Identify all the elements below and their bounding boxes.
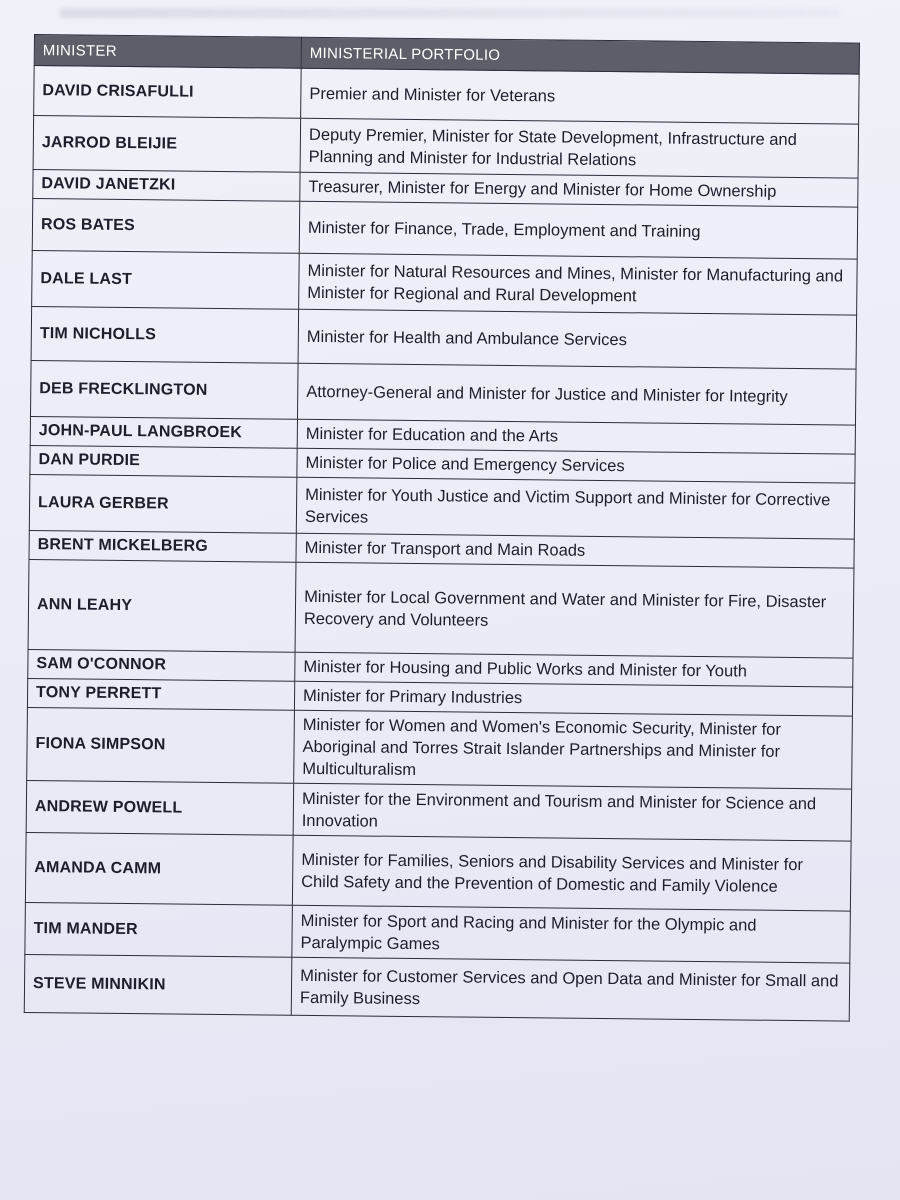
table-row	[33, 116, 859, 179]
table-row	[30, 360, 856, 425]
ministerial-portfolio: Minister for Youth Justice and Victim Support and Minister for Corrective Services	[296, 477, 855, 539]
header-portfolio: MINISTERIAL PORTFOLIO	[301, 37, 859, 74]
minister-name: DAVID CRISAFULLI	[34, 66, 302, 119]
ministerial-portfolio: Minister for Health and Ambulance Services	[298, 309, 857, 369]
ministerial-portfolio: Minister for Primary Industries	[294, 681, 852, 716]
minister-name: LAURA GERBER	[29, 474, 297, 533]
minister-name: TIM NICHOLLS	[31, 306, 299, 363]
table-row	[26, 780, 851, 841]
minister-name: AMANDA CAMM	[25, 832, 293, 905]
ministerial-portfolio: Minister for Women and Women's Economic Security, Minister for Aboriginal and Torres Strait Islander Partnerships and Minister for Multiculturalism	[294, 710, 853, 789]
ministerial-portfolio: Minister for Sport and Racing and Minister for the Olympic and Paralympic Games	[292, 905, 851, 963]
minister-name: DEB FRECKLINGTON	[30, 360, 298, 419]
minister-name: ROS BATES	[32, 198, 300, 253]
ministry-table-wrap	[24, 34, 860, 1022]
ministerial-portfolio: Attorney-General and Minister for Justice and Minister for Integrity	[297, 363, 856, 425]
minister-name: TIM MANDER	[25, 902, 293, 957]
ministerial-portfolio: Minister for Education and the Arts	[297, 419, 855, 454]
ministerial-portfolio: Treasurer, Minister for Energy and Minister for Home Ownership	[300, 172, 858, 207]
minister-name: JOHN-PAUL LANGBROEK	[30, 416, 297, 448]
ministerial-portfolio: Minister for Natural Resources and Mines, Minister for Manufacturing and Minister for Regional and Rural Development	[299, 253, 858, 315]
minister-name: DAN PURDIE	[30, 445, 297, 477]
table-row	[32, 198, 857, 259]
ministerial-portfolio: Minister for Transport and Main Roads	[296, 533, 854, 568]
ministerial-portfolio: Minister for Local Government and Water and Minister for Fire, Disaster Recovery and Volunteers	[295, 562, 854, 658]
minister-name: DALE LAST	[32, 250, 300, 309]
ministerial-portfolio: Minister for Police and Emergency Services	[297, 448, 855, 483]
ministerial-portfolio: Minister for Housing and Public Works and Minister for Youth	[295, 652, 853, 687]
bleed-through-text	[60, 8, 840, 18]
minister-name: ANN LEAHY	[28, 559, 296, 652]
header-minister: MINISTER	[34, 35, 301, 69]
ministerial-portfolio: Minister for Families, Seniors and Disability Services and Minister for Child Safety and the Prevention of Domestic and Family Violence	[292, 835, 851, 911]
ministerial-portfolio: Minister for Customer Services and Open Data and Minister for Small and Family Business	[291, 957, 850, 1021]
ministerial-portfolio: Minister for Finance, Trade, Employment and Training	[299, 201, 858, 259]
minister-name: TONY PERRETT	[27, 678, 294, 710]
table-row	[31, 306, 857, 369]
minister-name: FIONA SIMPSON	[27, 707, 295, 783]
table-row	[24, 954, 850, 1021]
minister-name: DAVID JANETZKI	[33, 169, 300, 201]
table-row	[32, 250, 858, 315]
ministerial-portfolio: Premier and Minister for Veterans	[301, 68, 859, 124]
table-row	[25, 832, 851, 911]
ministerial-portfolio: Minister for the Environment and Tourism and Minister for Science and Innovation	[293, 783, 852, 841]
table-row	[34, 66, 859, 125]
minister-name: JARROD BLEIJIE	[33, 116, 301, 173]
minister-name: SAM O'CONNOR	[28, 649, 295, 681]
ministry-table	[24, 34, 860, 1022]
table-row	[28, 559, 854, 658]
table-row	[29, 474, 855, 539]
minister-name: BRENT MICKELBERG	[29, 530, 296, 562]
minister-name: STEVE MINNIKIN	[24, 954, 292, 1015]
minister-name: ANDREW POWELL	[26, 780, 294, 835]
table-row	[27, 707, 853, 789]
table-row	[25, 902, 850, 963]
ministerial-portfolio: Deputy Premier, Minister for State Development, Infrastructure and Planning and Minister for Industrial Relations	[300, 118, 859, 178]
